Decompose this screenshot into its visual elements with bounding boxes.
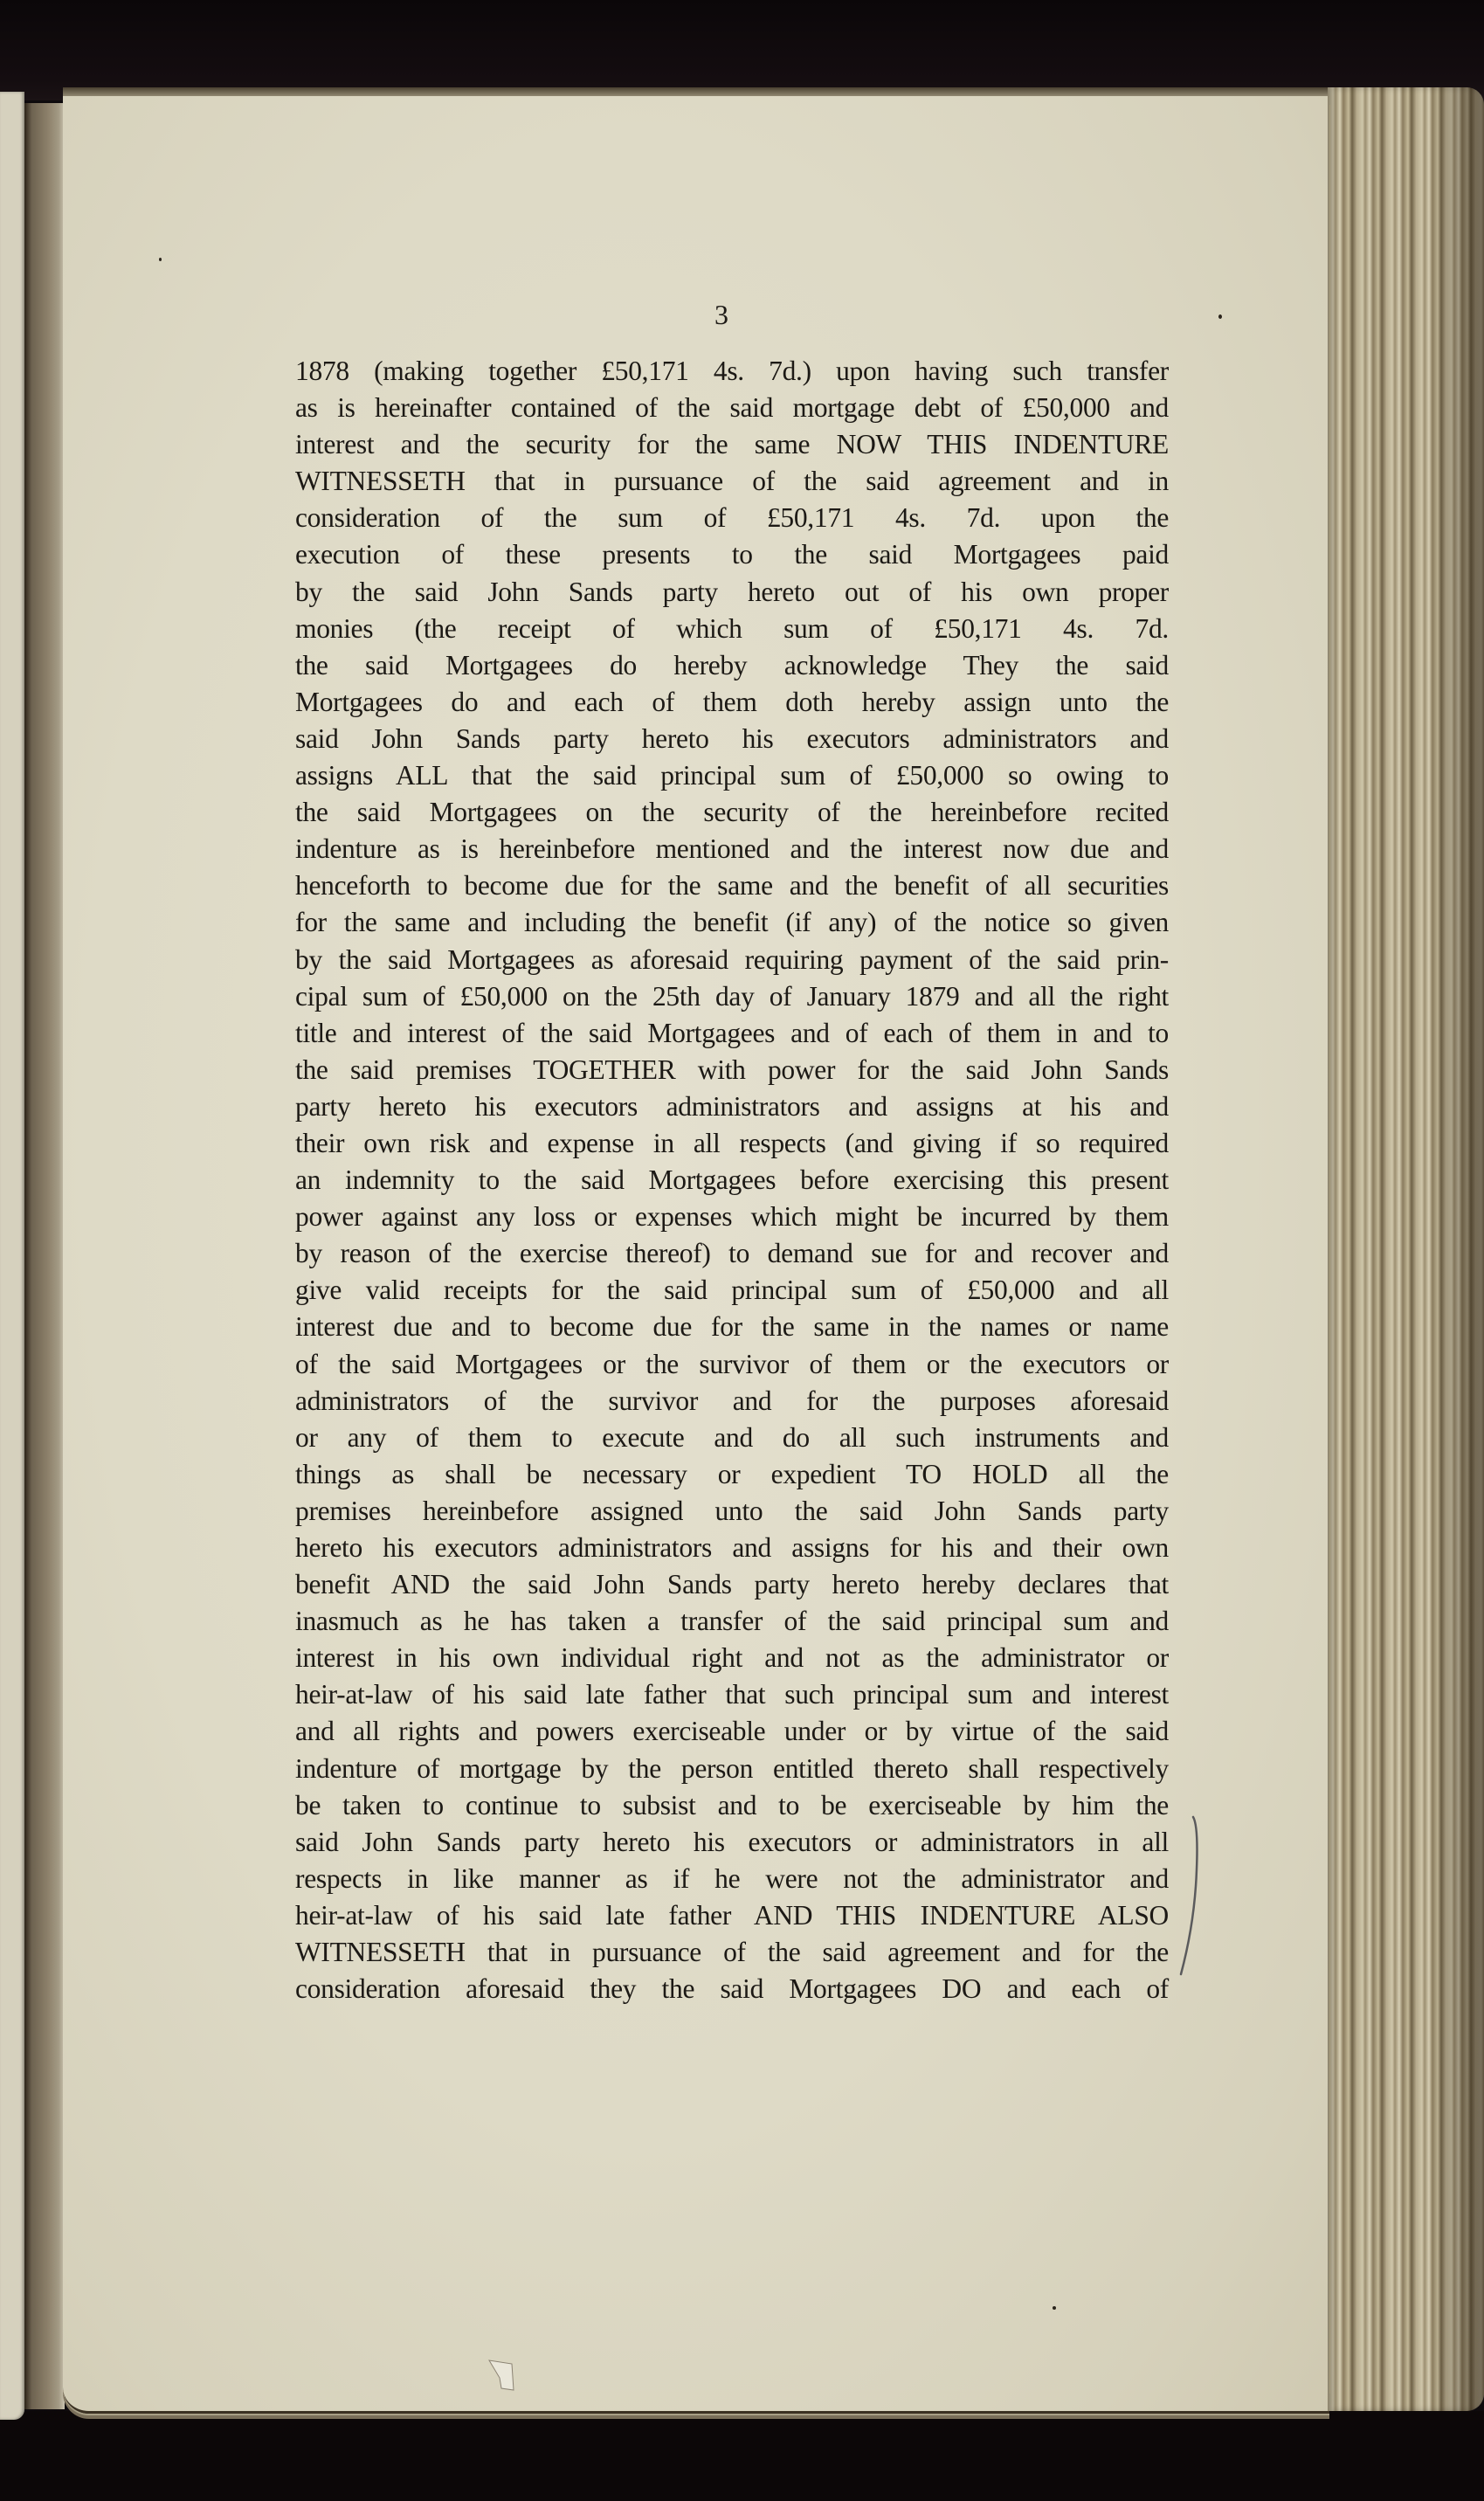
text-line: and all rights and powers exerciseable under or by virtue of the said: [295, 1716, 1169, 1747]
text-line: of the said Mortgagees or the survivor of them or the executors or: [295, 1348, 1169, 1379]
backdrop-bottom: [0, 2411, 1484, 2501]
text-line: heir-at-law of his said late father that such principal sum and interest: [295, 1679, 1169, 1710]
text-line: execution of these presents to the said Mortgagees paid: [295, 539, 1169, 570]
backdrop-top: [0, 0, 1484, 100]
text-line: interest due and to become due for the same in the names or name: [295, 1311, 1169, 1343]
ink-speck: [1218, 314, 1222, 319]
text-line: indenture of mortgage by the person entitled thereto shall respectively: [295, 1752, 1169, 1784]
text-line: benefit AND the said John Sands party hereto hereby declares that: [295, 1569, 1169, 1600]
text-line: monies (the receipt of which sum of £50,171 4s. 7d.: [295, 612, 1169, 644]
text-line: by the said John Sands party hereto out of his own proper: [295, 576, 1169, 607]
text-line: things as shall be necessary or expedient TO HOLD all the: [295, 1458, 1169, 1489]
pencil-bracket-mark: [1162, 1808, 1214, 2000]
text-line: party hereto his executors administrators and assigns at his and: [295, 1090, 1169, 1122]
text-line: their own risk and expense in all respects (and giving if so required: [295, 1127, 1169, 1158]
text-line: be taken to continue to subsist and to be exerciseable by him the: [295, 1789, 1169, 1820]
text-line: 1878 (making together £50,171 4s. 7d.) upon having such transfer: [295, 356, 1169, 386]
text-line: consideration aforesaid they the said Mortgagees DO and each of: [295, 1973, 1169, 2005]
text-line: said John Sands party hereto his executors or administrators in all: [295, 1826, 1169, 1857]
text-line: administrators of the survivor and for the purposes aforesaid: [295, 1385, 1169, 1416]
text-line: for the same and including the benefit (if any) of the notice so given: [295, 907, 1169, 938]
text-line: respects in like manner as if he were not the administrator and: [295, 1862, 1169, 1894]
text-line: indenture as is hereinbefore mentioned and the interest now due and: [295, 833, 1169, 865]
body-text: [295, 353, 1169, 2007]
text-line: by the said Mortgagees as aforesaid requiring payment of the said prin-: [295, 943, 1169, 975]
page-edge-rule: [1329, 105, 1330, 2394]
text-line: the said Mortgagees do hereby acknowledge They the said: [295, 649, 1169, 681]
text-line: assigns ALL that the said principal sum of £50,000 so owing to: [295, 760, 1169, 791]
text-line: hereto his executors administrators and assigns for his and their own: [295, 1532, 1169, 1563]
text-line: give valid receipts for the said principal sum of £50,000 and all: [295, 1275, 1169, 1306]
text-line: as is hereinafter contained of the said mortgage debt of £50,000 and: [295, 392, 1169, 424]
text-line: an indemnity to the said Mortgagees before exercising this present: [295, 1164, 1169, 1196]
text-line: consideration of the sum of £50,171 4s. 7d. upon the: [295, 502, 1169, 534]
text-line: heir-at-law of his said late father AND THIS INDENTURE ALSO: [295, 1899, 1169, 1931]
facing-page-edge: [0, 92, 24, 2420]
text-line: by reason of the exercise thereof) to demand sue for and recover and: [295, 1238, 1169, 1269]
text-line: the said Mortgagees on the security of the hereinbefore recited: [295, 797, 1169, 828]
text-line: henceforth to become due for the same and the benefit of all securities: [295, 870, 1169, 902]
text-line: premises hereinbefore assigned unto the said John Sands party: [295, 1495, 1169, 1526]
text-line: or any of them to execute and do all such instruments and: [295, 1421, 1169, 1453]
ink-speck: [159, 258, 162, 261]
text-line: WITNESSETH that in pursuance of the said agreement and for the: [295, 1937, 1169, 1968]
torn-paper-tab: [487, 2359, 540, 2394]
text-line: WITNESSETH that in pursuance of the said agreement and in: [295, 466, 1169, 497]
ink-speck: [1053, 2306, 1056, 2310]
page-number: 3: [714, 299, 728, 330]
text-line: the said premises TOGETHER with power for the said John Sands: [295, 1054, 1169, 1085]
book-gutter: [24, 103, 65, 2409]
text-line: Mortgagees do and each of them doth hereby assign unto the: [295, 686, 1169, 717]
page-fore-edge: [1328, 87, 1484, 2411]
text-line: interest and the security for the same NOW THIS INDENTURE: [295, 429, 1169, 460]
text-line: said John Sands party hereto his executors administrators and: [295, 722, 1169, 754]
text-line: interest in his own individual right and not as the administrator or: [295, 1642, 1169, 1674]
fore-edge-shadow: [1432, 87, 1484, 2411]
text-line: title and interest of the said Mortgagees and of each of them in and to: [295, 1017, 1169, 1048]
text-line: inasmuch as he has taken a transfer of the said principal sum and: [295, 1606, 1169, 1637]
text-line: power against any loss or expenses which might be incurred by them: [295, 1201, 1169, 1233]
text-line: cipal sum of £50,000 on the 25th day of January 1879 and all the right: [295, 980, 1169, 1012]
